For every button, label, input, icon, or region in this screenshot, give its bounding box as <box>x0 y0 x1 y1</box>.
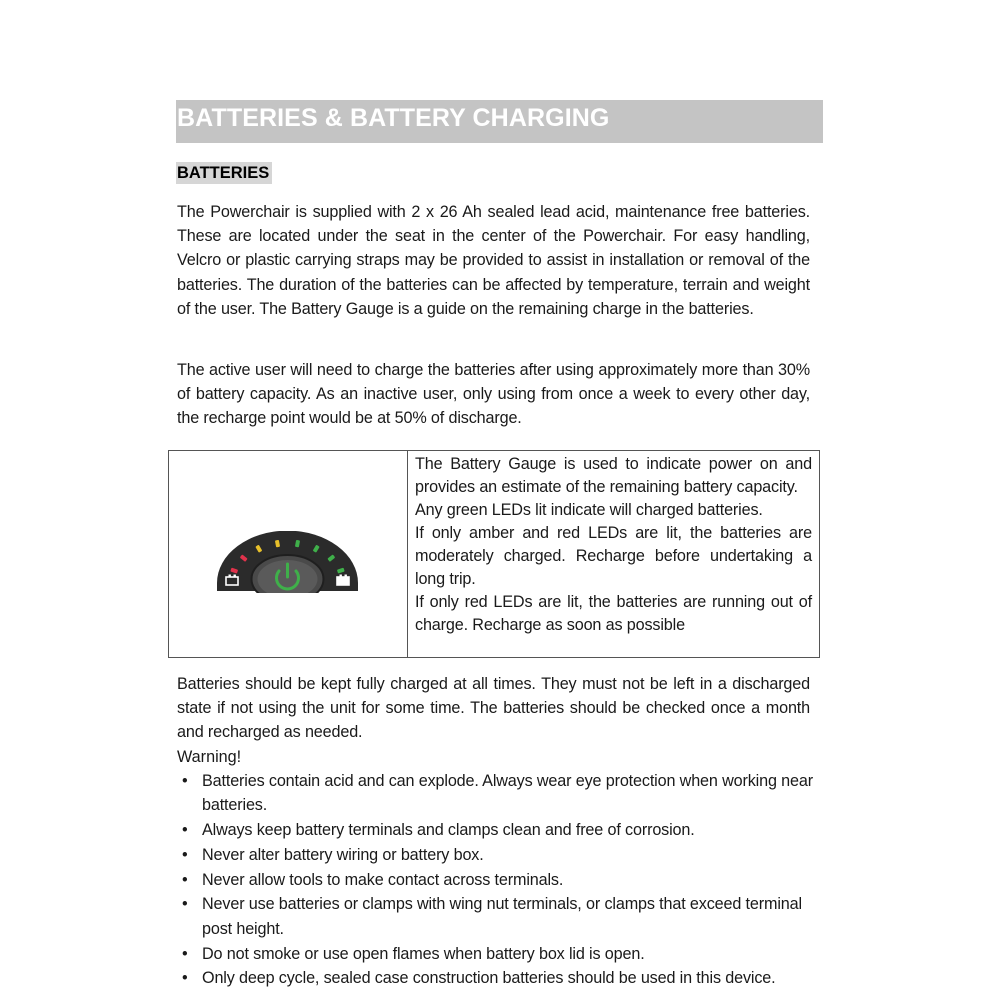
list-item <box>177 892 817 941</box>
batteries-paragraph-2: The active user will need to charge the batteries after using approximately more than 30% of battery capacity. As an inactive user, only using from once a week to every other day, the recharge point would be at 50% of discharge. <box>177 361 810 428</box>
warning-text: Do not smoke or use open flames when battery box lid is open. <box>202 944 645 963</box>
list-item <box>177 942 817 966</box>
battery-gauge-table <box>168 450 820 658</box>
bullet-icon: • <box>182 870 188 889</box>
bullet-icon: • <box>182 969 188 988</box>
bullet-icon: • <box>182 895 188 914</box>
bullet-icon: • <box>182 772 188 790</box>
page-title: BATTERIES & BATTERY CHARGING <box>176 100 823 143</box>
warning-text: Always keep battery terminals and clamps clean and free of corrosion. <box>202 821 695 840</box>
batteries-paragraph-1: The Powerchair is supplied with 2 x 26 Ah sealed lead acid, maintenance free batteries. These are located under the seat in the center of the Powerchair. For easy handling, Velcro or plastic carrying straps may be provided to assist in installation or removal of the batteries. The duration of the batteries can be affected by temperature, terrain and weight of the user. The Battery Gauge is a guide on the remaining charge in the batteries. <box>177 203 810 318</box>
warning-text: Never use batteries or clamps with wing nut terminals, or clamps that exceed terminal post height. <box>202 895 802 938</box>
list-item <box>177 843 817 867</box>
warning-label: Warning! <box>177 748 242 766</box>
gauge-line: Any green LEDs lit indicate will charged batteries. <box>415 501 763 519</box>
section-heading: BATTERIES <box>176 162 272 184</box>
warning-list <box>177 769 817 991</box>
list-item <box>177 868 817 892</box>
bullet-icon: • <box>182 821 188 840</box>
list-item <box>177 818 817 842</box>
battery-gauge-image-cell <box>169 451 408 657</box>
battery-gauge-icon <box>215 531 360 593</box>
bullet-icon: • <box>182 944 188 963</box>
list-item <box>177 769 817 818</box>
gauge-line: If only red LEDs are lit, the batteries are running out of charge. Recharge as soon as possible <box>415 593 812 634</box>
warning-text: Batteries contain acid and can explode. Always wear eye protection when working near batteries. <box>202 772 813 815</box>
battery-gauge-description <box>408 451 819 657</box>
gauge-line: If only amber and red LEDs are lit, the batteries are moderately charged. Recharge before undertaking a long trip. <box>415 524 812 588</box>
list-item <box>177 966 817 990</box>
gauge-line: The Battery Gauge is used to indicate power on and provides an estimate of the remaining battery capacity. <box>415 455 812 496</box>
bullet-icon: • <box>182 845 188 864</box>
batteries-paragraph-3: Batteries should be kept fully charged at all times. They must not be left in a discharged state if not using the unit for some time. The batteries should be checked once a month and recharged as needed. <box>177 675 810 742</box>
warning-text: Only deep cycle, sealed case construction batteries should be used in this device. <box>202 969 776 988</box>
warning-text: Never alter battery wiring or battery box. <box>202 845 484 864</box>
warning-text: Never allow tools to make contact across terminals. <box>202 870 564 889</box>
